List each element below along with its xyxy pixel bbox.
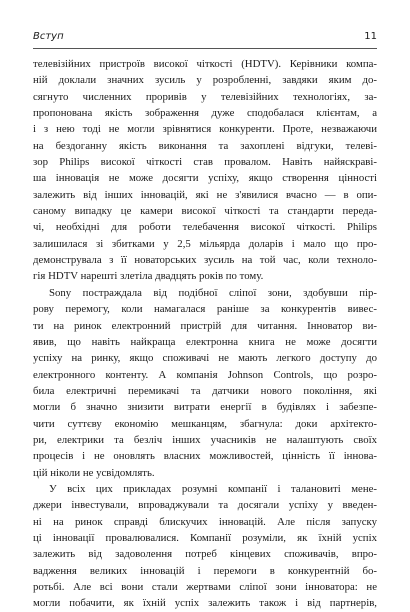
text-line: могли б значно знизити витрати енергії в будівлях і забезпе-	[33, 401, 377, 414]
text-line: процесів і не оновлять власних можливостей, цінність її іннова-	[33, 450, 377, 463]
text-line: і з нею тоді не могли зрівнятися конкуренти. Проте, незважаючи	[33, 123, 377, 136]
text-line: джери інвестували, впроваджували та досягали успіху у введен-	[33, 499, 377, 512]
text-line: ти на ринок електронний пристрій для читання. Інноватор ви-	[33, 319, 377, 332]
paragraph-philips	[33, 56, 377, 285]
text-line: електронного контенту. А компанія Johnson Controls, що розро-	[33, 368, 377, 381]
text-line: У всіх цих прикладах розумні компанії і талановиті мене-	[49, 482, 377, 495]
text-line: пропонована якість зображення дуже сподобалася клієнтам, а	[33, 107, 377, 120]
page-number: 11	[364, 31, 377, 42]
text-line: рову перемогу, коли намагалася раніше за конкурентів вивес-	[33, 303, 377, 316]
text-line: гія HDTV нарешті злетіла двадцять років по тому.	[33, 270, 264, 283]
text-line: залежить від задоволення потреб кінцевих споживачів, впро-	[33, 548, 377, 561]
text-line: чити суттєву економію мешканцям, збагнула: доки архітекто-	[33, 417, 377, 430]
header-rule	[33, 48, 377, 49]
text-line: ці інновації провалювалися. Компанії розуміли, як їхній успіх	[33, 531, 377, 544]
text-line: ні на ринок справді блискучих інновацій. Але після запуску	[33, 515, 377, 528]
text-line: цій ніколи не усвідомлять.	[33, 466, 155, 479]
text-line: ній доклали значних зусиль у розробленні, завдяки яким до-	[33, 74, 377, 87]
text-line: явив, що навіть найкраща електронна книга не може досягти	[33, 335, 377, 348]
text-line: демонструвала з її новаторських зусиль на той час, коли техноло-	[33, 254, 377, 267]
text-line: на бездоганну якість виконання та захоплені відгуки, телеві-	[33, 139, 377, 152]
text-line: чі, необхідні для роботи телебачення високої чіткості. Philips	[33, 221, 377, 234]
running-header	[33, 30, 377, 44]
text-line: зор Philips високої чіткості став провалом. Навіть найяскраві-	[33, 156, 377, 169]
text-line: успіху на ринку, якщо споживачі не мають легкого доступу до	[33, 352, 377, 365]
text-line: ротьбі. Але всі вони стали жертвами сліпої зони інноватора: не	[33, 581, 377, 593]
section-title: Вступ	[33, 31, 64, 42]
text-line: телевізійних пристроїв високої чіткості (HDTV). Керівники компа-	[33, 58, 377, 70]
text-line: вадження великих інновацій і перемоги в конкурентній бо-	[33, 564, 377, 577]
text-line: била електричні перемикачі та датчики нового покоління, які	[33, 384, 377, 397]
body-text	[33, 56, 377, 612]
text-line: могли побачити, як їхній успіх залежить також і від партнерів,	[33, 597, 377, 610]
text-line: Sony постраждала від подібної сліпої зони, здобувши пір-	[49, 286, 377, 299]
text-line: ри, електрики та безліч інших учасників не налаштують своїх	[33, 433, 377, 446]
text-line: сягнуто численних проривів у телевізійних технологіях, за-	[33, 90, 377, 103]
text-line: саному випадку це камери високої чіткості та стандарти переда-	[33, 205, 377, 218]
text-line: залишилася зі збитками у 2,5 мільярда доларів і мало що про-	[33, 237, 377, 250]
paragraph-sony	[33, 285, 377, 481]
paragraph-examples	[33, 481, 377, 612]
text-line: ша інновація не може досягти успіху, якщо створення цінності	[33, 172, 377, 185]
text-line: залежить від інших інновацій, які не з'явилися вчасно — в опи-	[33, 188, 377, 201]
